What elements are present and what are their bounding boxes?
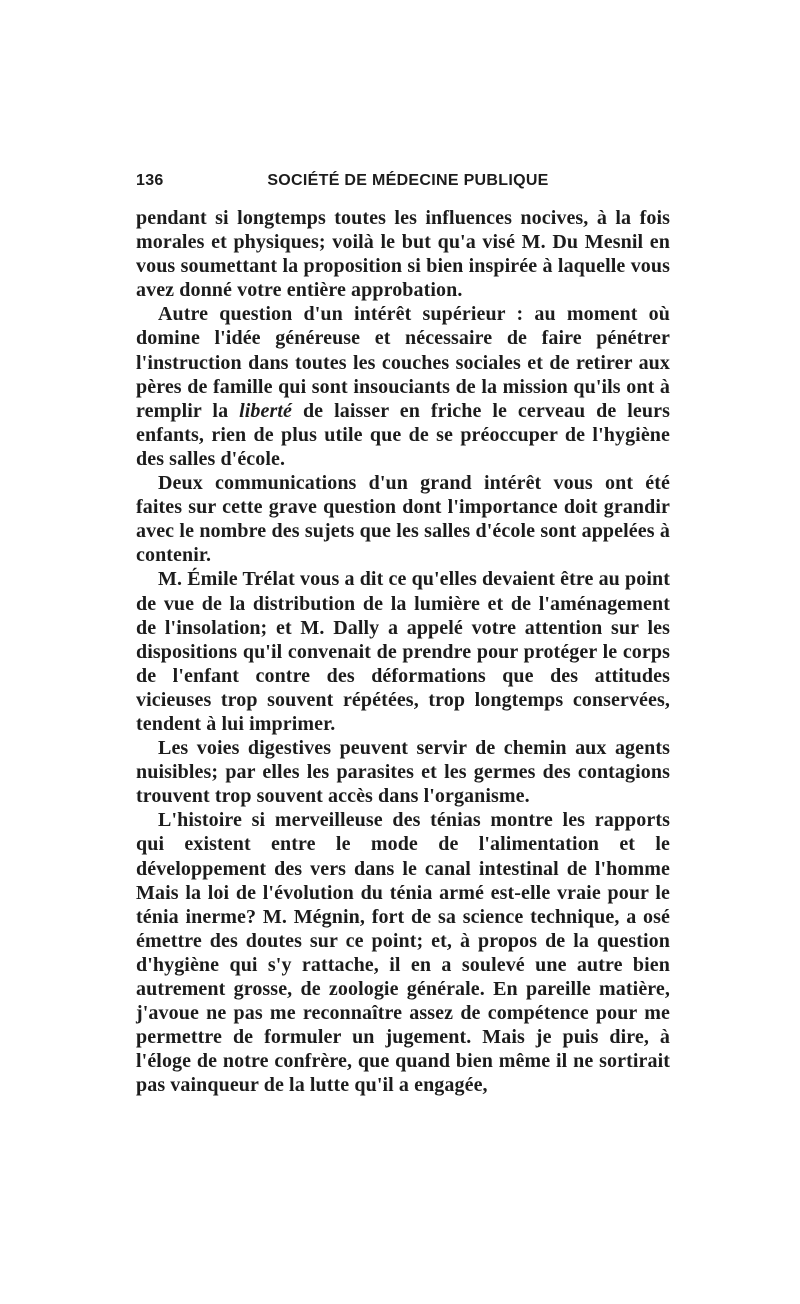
paragraph-text: Deux communications d'un grand intérêt vous ont été faites sur cette grave question dont l'importance doit grandir avec le nombre des sujets que les salles d'école sont appelées à contenir. — [136, 472, 670, 567]
paragraph — [136, 302, 670, 471]
emphasized-word: liberté — [239, 399, 293, 422]
paragraph — [136, 206, 670, 302]
paragraph — [136, 567, 670, 736]
running-title: SOCIÉTÉ DE MÉDECINE PUBLIQUE — [267, 172, 549, 189]
paragraph-text: L'histoire si merveilleuse des ténias montre les rapports qui existent entre le mode de l'alimentation et le développement des vers dans le canal intestinal de l'homme Mais la loi de l'évolution du ténia armé est-elle vraie pour le ténia inerme? M. Mégnin, fort de sa science technique, a osé émettre des doutes sur ce point; et, à propos de la question d'hygiène qui s'y rattache, il en a soulevé une autre bien autrement grosse, de zoologie générale. En pareille matière, j'avoue ne pas me reconnaître assez de compétence pour me permettre de formuler un jugement. Mais je puis dire, à l'éloge de notre confrère, que quand bien même il ne sortirait pas vainqueur de la lutte qu'il a engagée, — [136, 809, 670, 1097]
paragraph-text: pendant si longtemps toutes les influences nocives, à la fois morales et physiques; voilà le but qu'a visé M. Du Mesnil en vous soumettant la proposition si bien inspirée à laquelle vous avez donné votre entière approbation. — [136, 207, 670, 302]
book-page — [136, 172, 670, 1097]
paragraph-text: Autre question d'un intérêt supérieur : au moment où domine l'idée généreuse et nécessaire de faire pénétrer l'instruction dans toutes les couches sociales et de retirer aux pères de famille qui sont insouciants de la mission qu'ils ont à remplir la — [136, 303, 670, 422]
body-text — [136, 206, 670, 1097]
running-head — [136, 172, 670, 198]
paragraph — [136, 471, 670, 567]
page-number: 136 — [136, 172, 164, 189]
paragraph-text: Les voies digestives peuvent servir de chemin aux agents nuisibles; par elles les parasites et les germes des contagions trouvent trop souvent accès dans l'organisme. — [136, 737, 670, 808]
paragraph — [136, 736, 670, 808]
paragraph — [136, 808, 670, 1097]
paragraph-text: de laisser en friche le cerveau de leurs enfants, rien de plus utile que de se préoccuper de l'hygiène des salles d'école. — [136, 399, 670, 470]
paragraph-text: M. Émile Trélat vous a dit ce qu'elles devaient être au point de vue de la distribution de la lumière et de l'aménagement de l'insolation; et M. Dally a appelé votre attention sur les dispositions qu'il convenait de prendre pour protéger le corps de l'enfant contre des déformations que des attitudes vicieuses trop souvent répétées, trop longtemps conservées, tendent à lui imprimer. — [136, 568, 670, 735]
